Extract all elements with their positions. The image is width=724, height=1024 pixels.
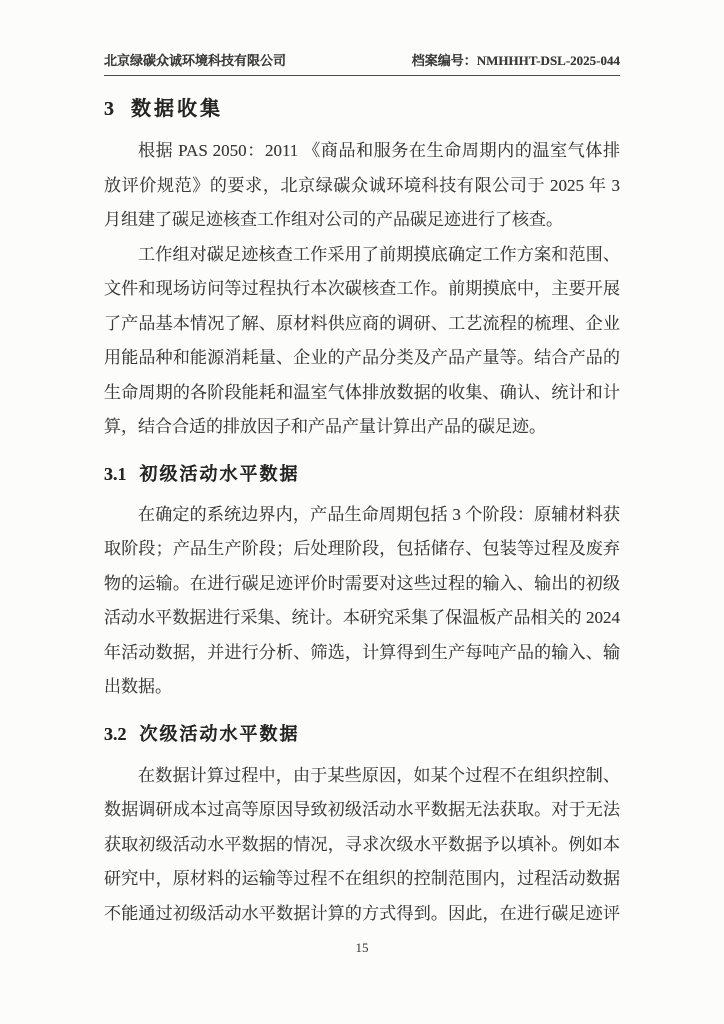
company-name: 北京绿碳众诚环境科技有限公司 (104, 53, 287, 68)
text-line: 获取初级活动水平数据的情况，寻求次级水平数据予以填补。例如本 (104, 834, 620, 854)
section-title: 数据收集 (131, 98, 223, 120)
section-number: 3.1 (104, 463, 127, 484)
text-line: 出数据。 (104, 677, 172, 696)
text-line: 数据调研成本过高等原因导致初级活动水平数据无法获取。对于无法 (104, 800, 620, 819)
paragraph (104, 134, 620, 238)
text-line: 根据 PAS 2050：2011 《商品和服务在生命周期内的温室气体排 (138, 141, 620, 160)
paragraph (104, 238, 620, 445)
section-number: 3.2 (104, 723, 127, 744)
page-number: 15 (355, 940, 369, 955)
section-number: 3 (104, 98, 114, 120)
text-line: 年活动数据，并进行分析、筛选，计算得到生产每吨产品的输入、输 (104, 642, 620, 662)
text-line: 生命周期的各阶段能耗和温室气体排放数据的收集、确认、统计和计 (104, 382, 620, 402)
text-line: 研究中，原材料的运输等过程不在组织的控制范围内，过程活动数据 (104, 869, 620, 888)
text-line: 在确定的系统边界内，产品生命周期包括 3 个阶段：原辅材料获 (138, 504, 620, 524)
paragraph (104, 759, 620, 932)
archive-number-label: 档案编号： (411, 53, 477, 68)
section-heading-3 (104, 96, 620, 122)
archive-number (412, 52, 620, 70)
text-line: 月组建了碳足迹核查工作组对公司的产品碳足迹进行了核查。 (104, 210, 563, 229)
section-title: 次级活动水平数据 (139, 723, 300, 744)
text-line: 工作组对碳足迹核查工作采用了前期摸底确定工作方案和范围、 (138, 244, 620, 264)
document-header (104, 52, 620, 76)
text-line: 了产品基本情况了解、原材料供应商的调研、工艺流程的梳理、企业 (104, 313, 620, 333)
text-line: 物的运输。在进行碳足迹评价时需要对这些过程的输入、输出的初级 (104, 573, 620, 593)
section-heading-3-1 (104, 462, 620, 486)
paragraph (104, 498, 620, 705)
document-footer (0, 940, 724, 956)
section-title: 初级活动水平数据 (139, 463, 300, 484)
text-line: 在数据计算过程中，由于某些原因，如某个过程不在组织控制、 (138, 765, 620, 785)
text-line: 不能通过初级活动水平数据计算的方式得到。因此，在进行碳足迹评 (104, 903, 620, 923)
text-line: 活动水平数据进行采集、统计。本研究采集了保温板产品相关的 2024 (104, 608, 620, 627)
text-line: 用能品种和能源消耗量、企业的产品分类及产品产量等。结合产品的 (104, 348, 620, 367)
text-line: 算，结合合适的排放因子和产品产量计算出产品的碳足迹。 (104, 417, 546, 436)
document-body (104, 96, 620, 931)
section-heading-3-2 (104, 722, 620, 746)
text-line: 取阶段；产品生产阶段；后处理阶段，包括储存、包装等过程及废弃 (104, 539, 620, 558)
text-line: 文件和现场访问等过程执行本次碳核查工作。前期摸底中，主要开展 (104, 279, 620, 298)
archive-number-value: NMHHHT-DSL-2025-044 (476, 53, 620, 68)
text-line: 放评价规范》的要求，北京绿碳众诚环境科技有限公司于 2025 年 3 (104, 175, 620, 195)
